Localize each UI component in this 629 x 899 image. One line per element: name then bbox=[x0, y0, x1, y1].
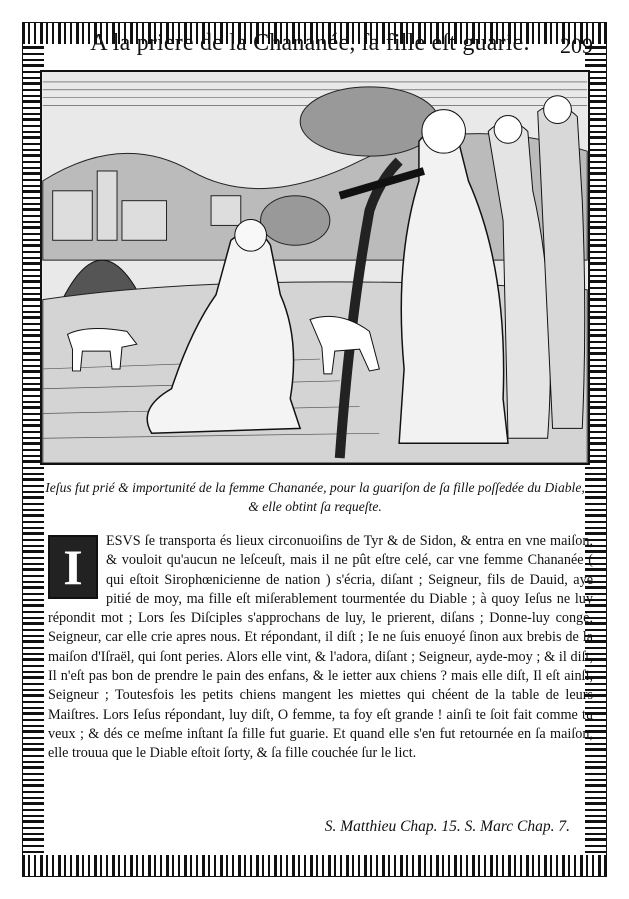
body-paragraph: ESVS ſe transporta és lieux circonuoiſins de Tyr & de Sidon, & entra en vne maiſon, & vouloit qu'aucun ne leſceuſt, mais il ne pût eſtre celé, car vne femme Chananée ( qui eſtoit Sirophœnicienne de nation ) s'écria, diſant ; Seigneur, fils de Dauid, aye pitié de moy, ma fille eſt miſerablement tourmentée du Diable ; à quoy Ieſus ne luy répondit mot ; Lors ſes Diſciples s'approchans de luy, le prierent, diſans ; Donne-luy congé, Seigneur, car elle crie apres nous. Et répondant, il diſt ; Ie ne ſuis enuoyé ſinon aux brebis de la maiſon d'Iſraël, qui ſont peries. Alors elle vint, & l'adora, diſant ; Seigneur, ayde-moy ; & il diſt, Il n'eſt pas bon de prendre le pain des enfans, & le ietter aux chiens ? mais elle diſt, Il eſt ainſi, Seigneur ; Toutesfois les petits chiens mangent les miettes qui chéent de la table de leurs Maiſtres. Lors Ieſus répondant, luy diſt, O femme, ta foy eſt grande ! ainſi te ſoit fait comme tu veux ; & dés ce meſme inſtant ſa fille fut guarie. Et quand elle s'en fut retournée en ſa maiſon, elle trouua que le Diable eſtoit ſorty, & ſa fille couchée ſur le lict. bbox=[48, 533, 593, 762]
dropcap-initial: I bbox=[48, 535, 98, 599]
body-text bbox=[48, 532, 593, 764]
scripture-reference: S. Matthieu Chap. 15. S. Marc Chap. 7. bbox=[324, 818, 570, 835]
woodcut-engraving-icon bbox=[42, 72, 588, 463]
woodcut-illustration bbox=[40, 70, 590, 465]
illustration-caption: Ieſus fut prié & importunité de la femme Chananée, pour la guariſon de ſa fille poſſedée du Diable, & elle obtint ſa requeſte. bbox=[45, 480, 585, 514]
page-title: A la priere de la Chananée, ſa fille eſt guarie. bbox=[90, 30, 530, 56]
page-number: 209 bbox=[560, 33, 593, 58]
